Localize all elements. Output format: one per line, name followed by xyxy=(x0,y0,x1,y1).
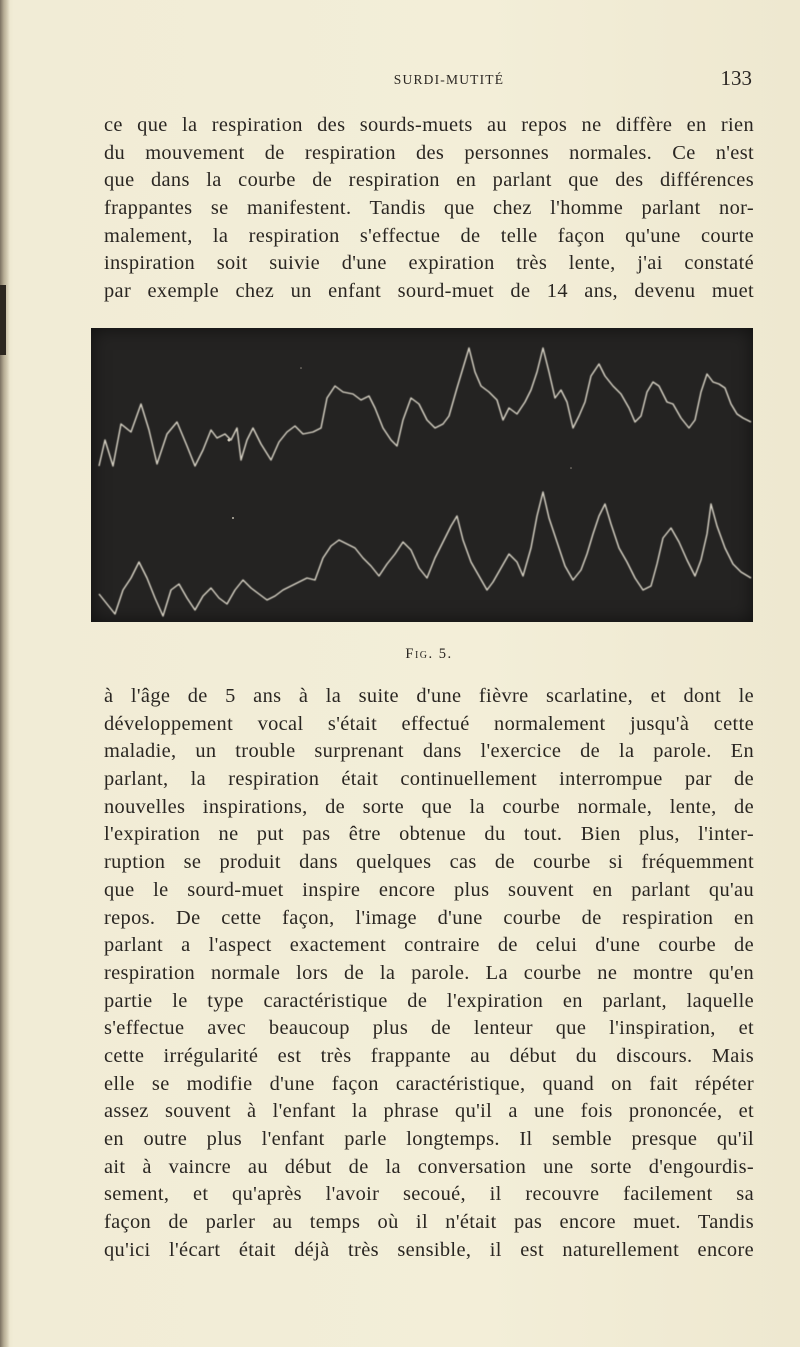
text-line: l'expiration ne put pas être obtenue du tout. Bien plus, l'inter- xyxy=(104,823,754,846)
text-line: partie le type caractéristique de l'expiration en parlant, laquelle xyxy=(104,989,754,1012)
text-line: parlant a l'aspect exactement contraire de celui d'une courbe de xyxy=(104,934,754,957)
text-line: cette irrégularité est très frappante au début du discours. Mais xyxy=(104,1044,754,1067)
text-line: sement, et qu'après l'avoir secoué, il recouvre facilement sa xyxy=(104,1183,754,1206)
text-line: que dans la courbe de respiration en parlant que des différences xyxy=(104,169,754,192)
text-line: que le sourd-muet inspire encore plus souvent en parlant qu'au xyxy=(104,878,754,901)
lower-respiration-trace xyxy=(99,492,751,616)
page-header xyxy=(104,64,754,94)
text-line: assez souvent à l'enfant la phrase qu'il a une fois prononcée, et xyxy=(104,1100,754,1123)
trace-speck xyxy=(228,439,231,442)
text-line: parlant, la respiration était continuellement interrompue par de xyxy=(104,768,754,791)
trace-speck xyxy=(232,517,234,519)
text-line: ait à vaincre au début de la conversation une sorte d'engourdis- xyxy=(104,1155,754,1178)
text-line: qu'ici l'écart était déjà très sensible, il est naturellement encore xyxy=(104,1238,754,1261)
text-line: frappantes se manifestent. Tandis que chez l'homme parlant nor- xyxy=(104,197,754,220)
text-line: développement vocal s'était effectué normalement jusqu'à cette xyxy=(104,712,754,735)
page-number: 133 xyxy=(720,66,752,90)
paragraph-2 xyxy=(104,683,754,1264)
text-line: par exemple chez un enfant sourd-muet de 14 ans, devenu muet xyxy=(104,280,754,303)
text-line: malement, la respiration s'effectue de telle façon qu'une courte xyxy=(104,224,754,247)
trace-speck xyxy=(300,367,302,369)
text-line: elle se modifie d'une façon caractéristique, quand on fait répéter xyxy=(104,1072,754,1095)
text-line: repos. De cette façon, l'image d'une courbe de respiration en xyxy=(104,906,754,929)
text-line: ruption se produit dans quelques cas de courbe si fréquemment xyxy=(104,851,754,874)
text-line: maladie, un trouble surprenant dans l'exercice de la parole. En xyxy=(104,740,754,763)
paragraph-1 xyxy=(104,112,754,306)
text-line: nouvelles inspirations, de sorte que la courbe normale, lente, de xyxy=(104,795,754,818)
page-binding-edge xyxy=(0,0,10,1347)
text-line: s'effectue avec beaucoup plus de lenteur que l'inspiration, et xyxy=(104,1017,754,1040)
binding-mark xyxy=(0,285,6,355)
text-line: façon de parler au temps où il n'était pas encore muet. Tandis xyxy=(104,1211,754,1234)
figure-caption: Fig. 5. xyxy=(405,646,453,662)
respiration-tracing-svg xyxy=(91,328,753,622)
text-line: inspiration soit suivie d'une expiration très lente, j'ai constaté xyxy=(104,252,754,275)
trace-speck xyxy=(570,467,572,469)
running-head: SURDI-MUTITÉ xyxy=(393,72,505,87)
text-line: respiration normale lors de la parole. La courbe ne montre qu'en xyxy=(104,961,754,984)
upper-respiration-trace xyxy=(99,348,751,466)
text-line: en outre plus l'enfant parle longtemps. Il semble presque qu'il xyxy=(104,1128,754,1150)
respiration-tracing-image xyxy=(91,328,753,622)
text-line: du mouvement de respiration des personnes normales. Ce n'est xyxy=(104,141,754,164)
text-line: à l'âge de 5 ans à la suite d'une fièvre scarlatine, et dont le xyxy=(104,685,754,707)
text-line: ce que la respiration des sourds-muets au repos ne diffère en rien xyxy=(104,114,754,136)
